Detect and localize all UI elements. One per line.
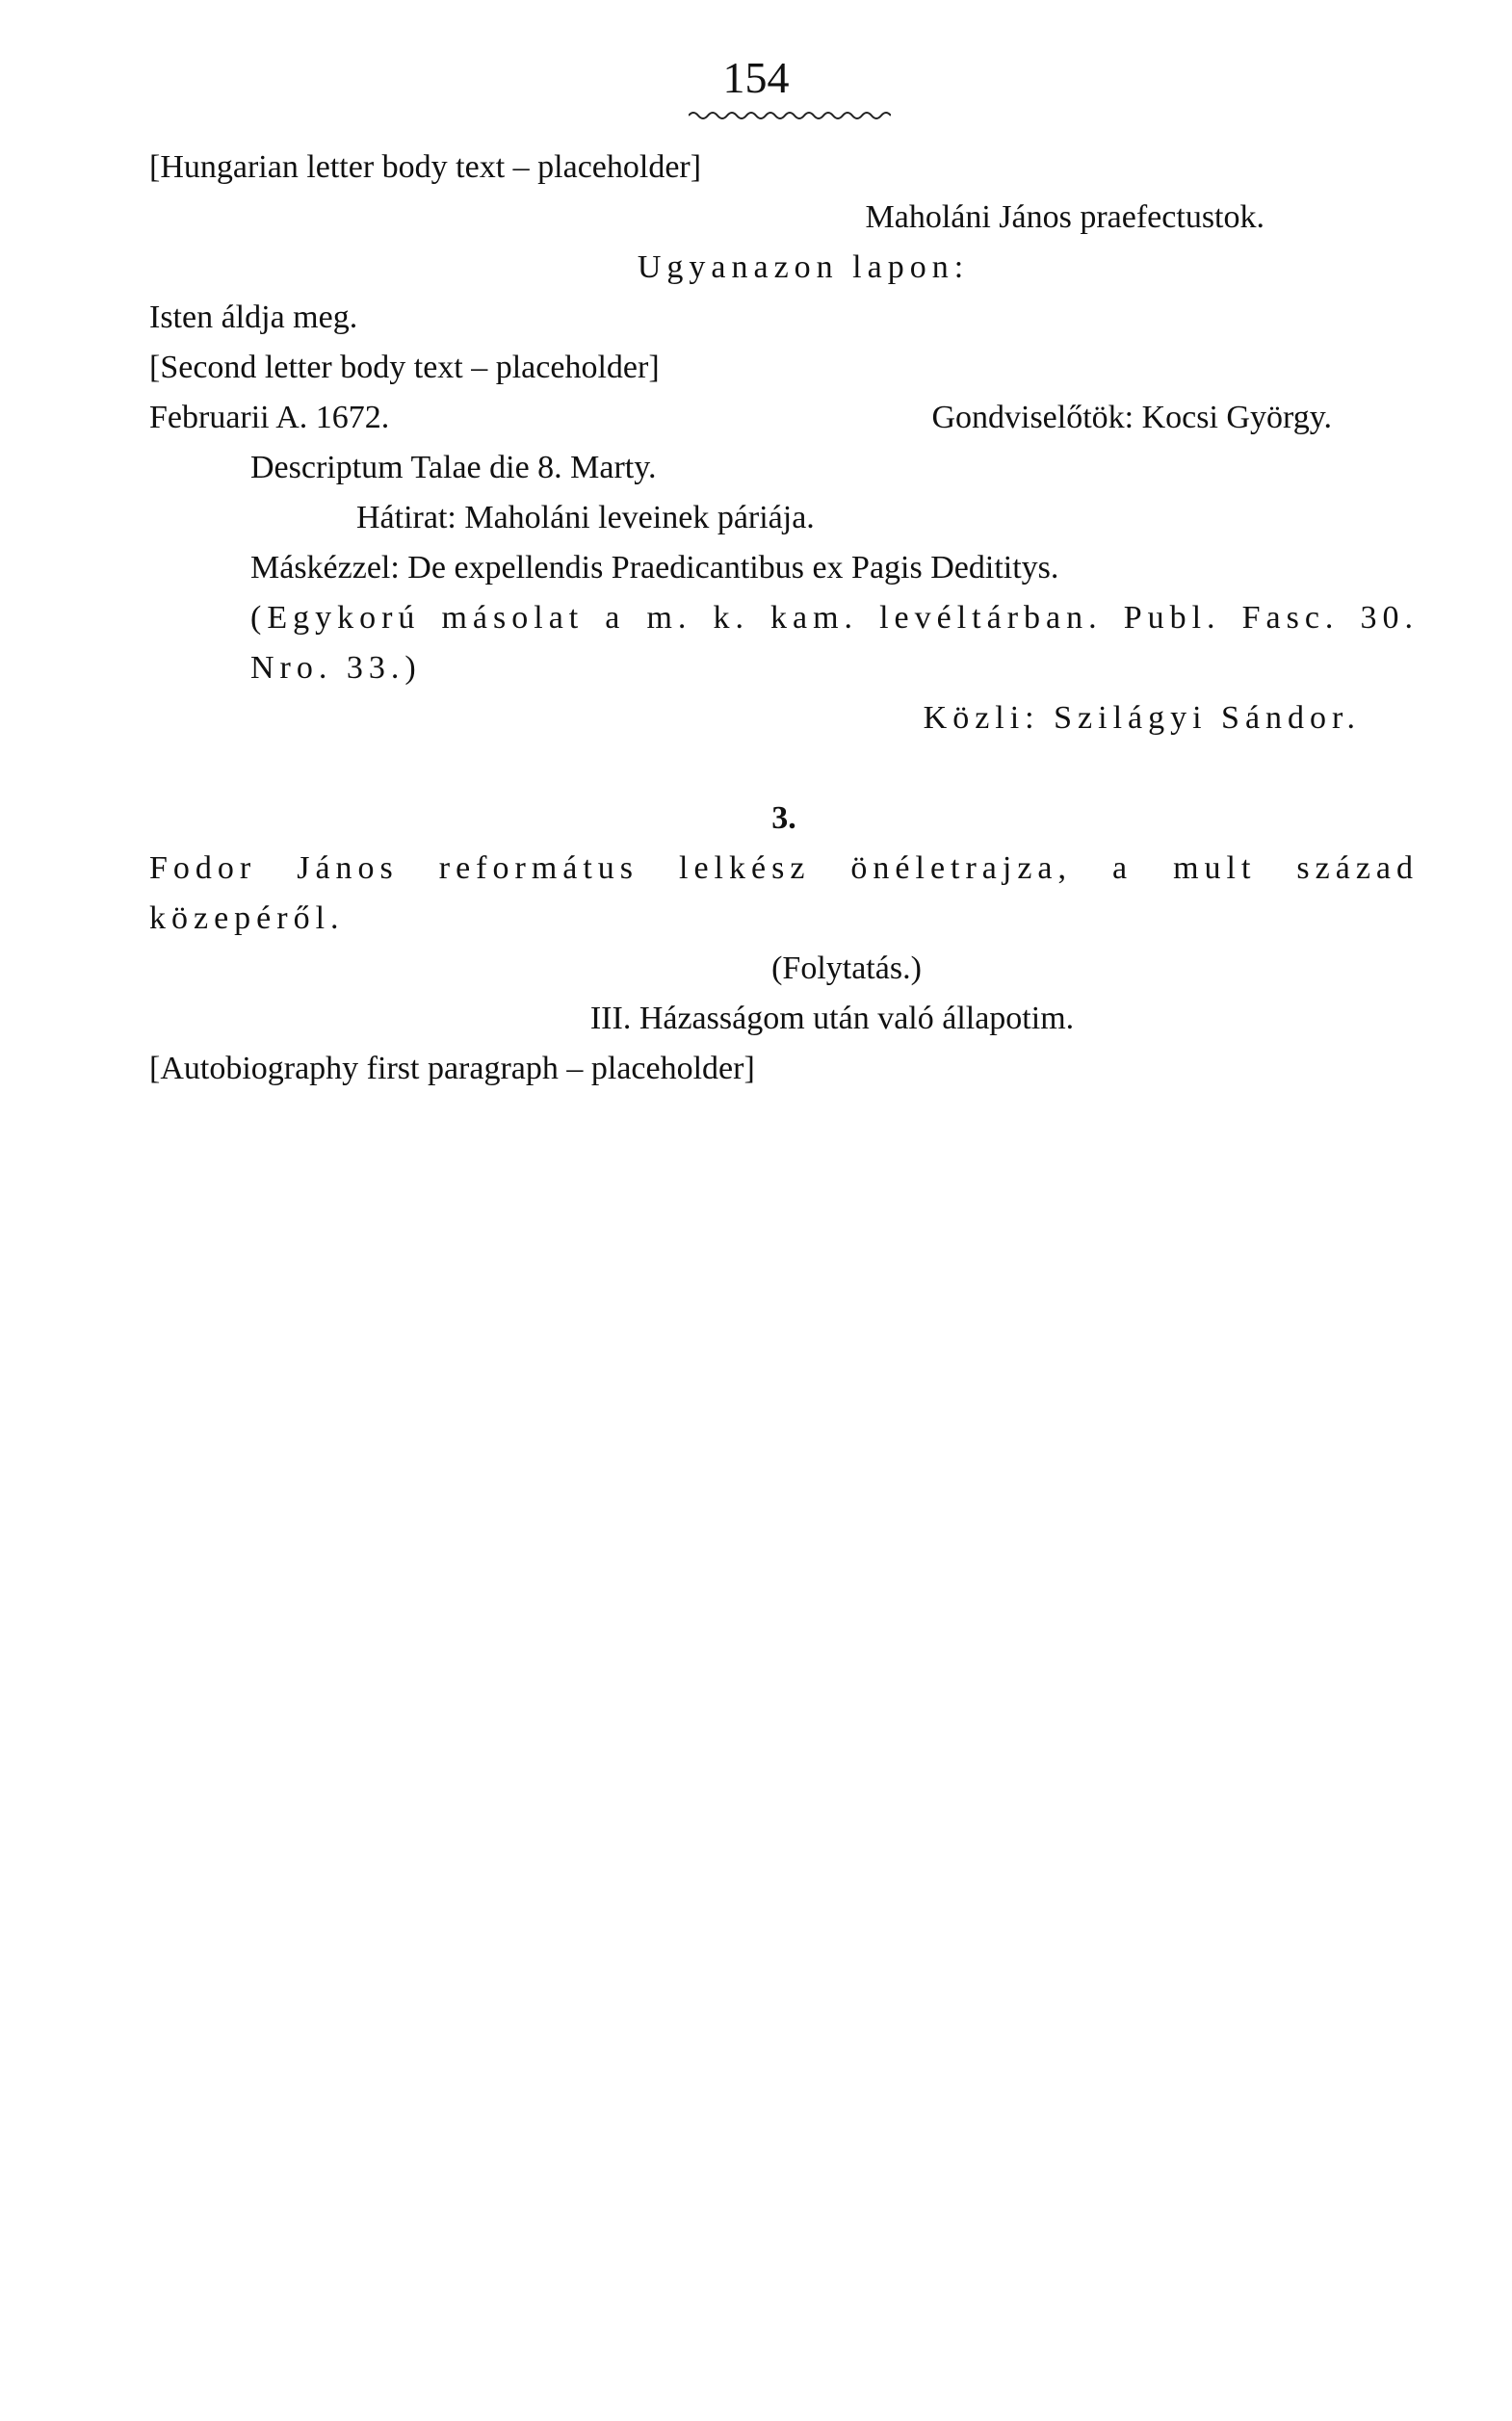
- greeting: Isten áldja meg.: [149, 299, 358, 335]
- section-number: 3.: [771, 800, 796, 836]
- subheading-same-page: Ugyanazon lapon:: [637, 249, 970, 285]
- signature-1: Maholáni János praefectustok.: [865, 199, 1264, 235]
- page-body: [149, 143, 1419, 1094]
- descriptum-line: Descriptum Talae die 8. Marty.: [250, 450, 657, 485]
- page-number: 154: [722, 53, 790, 102]
- egykoru-line: (Egykorú másolat a m. k. kam. levéltárban. Publ. Fasc. 30. Nro. 33.): [250, 600, 1419, 686]
- article-title: Fodor János református lelkész önéletrajza, a mult század közepéről.: [149, 850, 1419, 936]
- hatirat-line: Hátirat: Maholáni leveinek páriája.: [356, 500, 815, 535]
- dating-line: [149, 393, 1419, 443]
- continuation-note: (Folytatás.): [771, 950, 922, 986]
- ornament-rule: [689, 106, 891, 125]
- kozli-line: Közli: Szilágyi Sándor.: [923, 700, 1361, 736]
- dating-left: Februarii A. 1672.: [149, 400, 390, 435]
- maskezzel-line: Máskézzel: De expellendis Praedicantibus ex Pagis Dedititys.: [250, 550, 1059, 586]
- letter-paragraph-1: [Hungarian letter body text – placeholder]: [149, 149, 702, 185]
- letter-paragraph-2: [Second letter body text – placeholder]: [149, 350, 660, 385]
- autobiography-paragraph-1: [Autobiography first paragraph – placeholder]: [149, 1051, 755, 1086]
- dating-right: Gondviselőtök: Kocsi György.: [931, 400, 1332, 435]
- chapter-heading: III. Házasságom után való állapotim.: [589, 1001, 1075, 1036]
